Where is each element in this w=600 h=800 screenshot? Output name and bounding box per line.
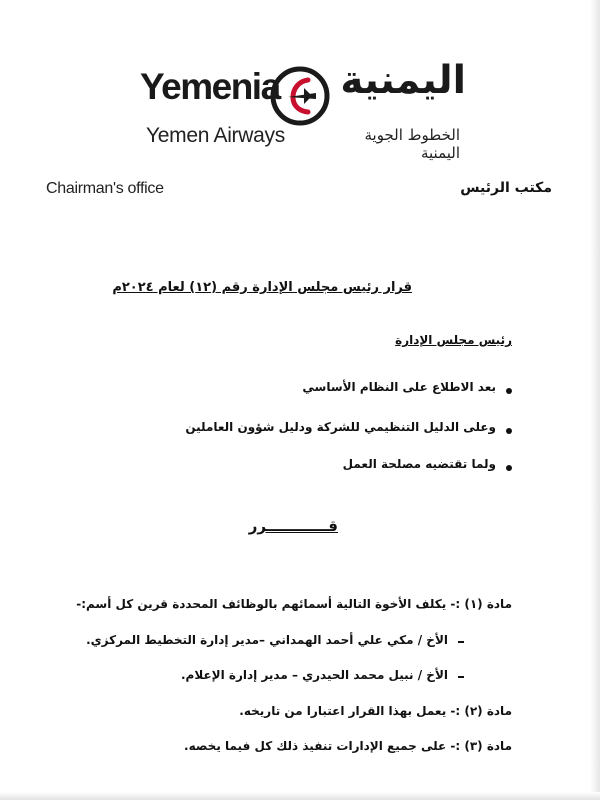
article-1: مادة (١) :- يكلف الأخوة التالية أسمائهم بالوظائف المحددة قرين كل أسم:- bbox=[76, 597, 512, 611]
decision-word: قــــــــــــرر bbox=[248, 517, 338, 535]
brand-subtitle-arabic: الخطوط الجوية اليمنية bbox=[364, 126, 460, 162]
office-label-arabic: مكتب الرئيس bbox=[460, 180, 552, 196]
dash-icon bbox=[458, 641, 464, 643]
article-2: مادة (٢) :- يعمل بهذا القرار اعتبارا من تاريخه. bbox=[239, 704, 512, 718]
article-3: مادة (٣) :- على جميع الإدارات تنفيذ ذلك كل فيما يخصه. bbox=[184, 739, 512, 753]
preamble-item: ولما تقتضيه مصلحة العمل bbox=[342, 457, 496, 471]
bullet-icon bbox=[506, 465, 512, 471]
bullet-icon bbox=[506, 428, 512, 434]
brand-name-arabic: اليمنية bbox=[340, 58, 466, 103]
preamble-item: بعد الاطلاع على النظام الأساسي bbox=[302, 380, 496, 394]
preamble-item: وعلى الدليل التنظيمي للشركة ودليل شؤون العاملين bbox=[185, 420, 496, 434]
bullet-icon bbox=[506, 388, 512, 394]
office-label-english: Chairman's office bbox=[46, 180, 164, 197]
issuer-heading: رئيس مجلس الإدارة bbox=[395, 333, 512, 347]
page-edge-right bbox=[590, 0, 600, 800]
airline-logo-icon bbox=[268, 64, 332, 128]
dash-icon bbox=[458, 676, 464, 678]
assignment-item: الأخ / مكي علي أحمد الهمداني –مدير إدارة التخطيط المركزي. bbox=[86, 633, 448, 647]
assignment-item: الأخ / نبيل محمد الحيدري – مدير إدارة الإعلام. bbox=[181, 668, 448, 682]
brand-subtitle-english: Yemen Airways bbox=[146, 124, 285, 147]
page-edge-bottom bbox=[0, 792, 600, 800]
decision-title: قرار رئيس مجلس الإدارة رقم (١٢) لعام ٢٠٢٤م bbox=[112, 280, 412, 295]
brand-name-english: Yemenia bbox=[140, 66, 280, 107]
